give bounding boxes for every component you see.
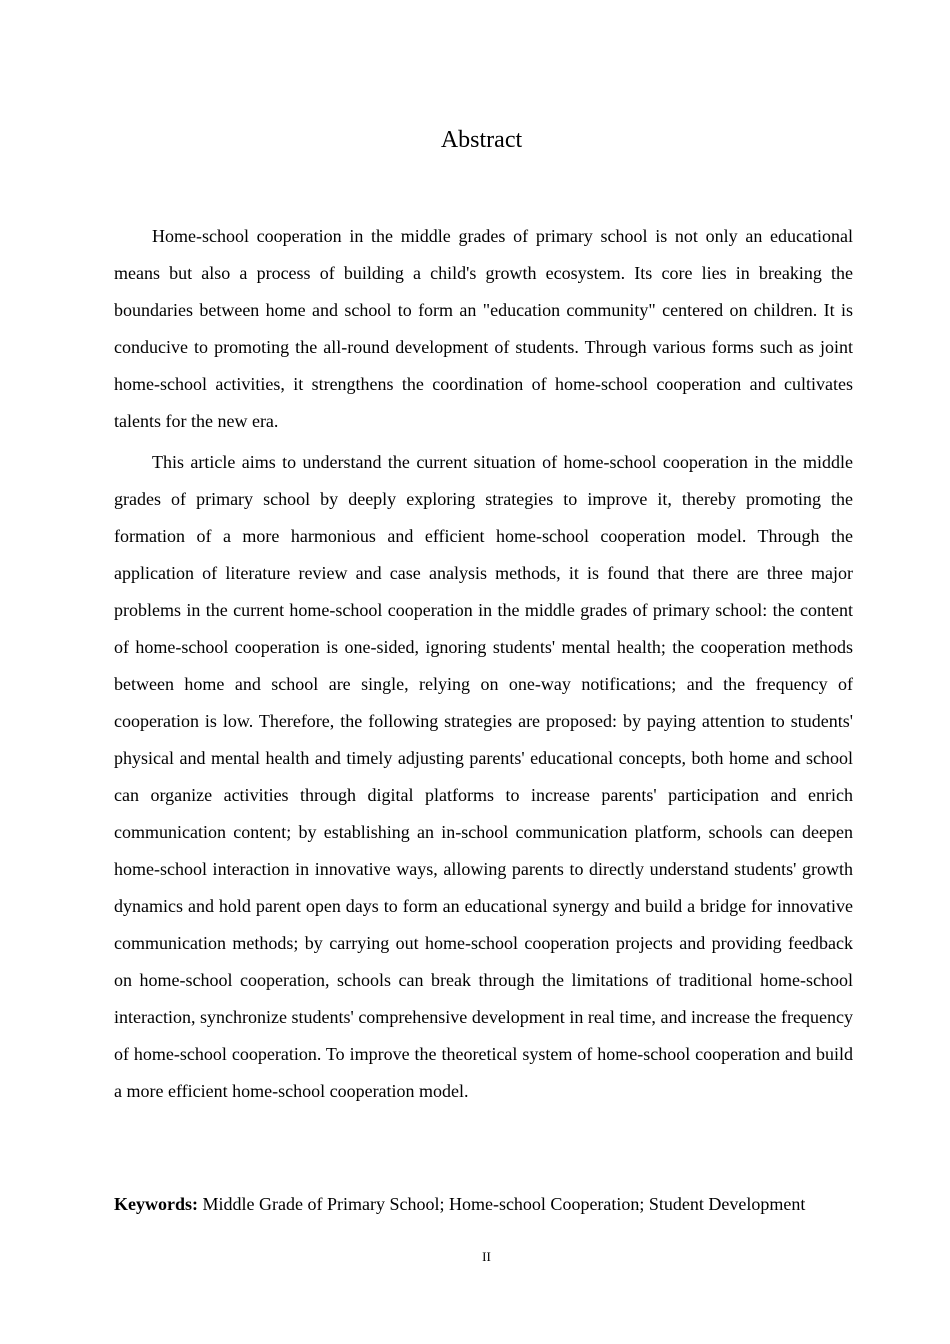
- abstract-paragraph-1: Home-school cooperation in the middle grades of primary school is not only an educational means but also a process of building a child's growth ecosystem. Its core lies in breaking the boundaries between home and school to form an "education community" centered on children. It is conducive to promoting the all-round development of students. Through various forms such as joint home-school activities, it strengthens the coordination of home-school cooperation and cultivates talents for the new era.: [114, 226, 853, 431]
- abstract-body: [114, 218, 853, 1110]
- keywords-label: Keywords:: [114, 1194, 198, 1214]
- keywords-text: Middle Grade of Primary School; Home-school Cooperation; Student Development: [202, 1194, 806, 1214]
- abstract-title: Abstract: [440, 127, 523, 153]
- keywords-line: [114, 1190, 853, 1218]
- abstract-paragraph-2: This article aims to understand the current situation of home-school cooperation in the middle grades of primary school by deeply exploring strategies to improve it, thereby promoting the formation of a more harmonious and efficient home-school cooperation model. Through the application of literature review and case analysis methods, it is found that there are three major problems in the current home-school cooperation in the middle grades of primary school: the content of home-school cooperation is one-sided, ignoring students' mental health; the cooperation methods between home and school are single, relying on one-way notifications; and the frequency of cooperation is low. Therefore, the following strategies are proposed: by paying attention to students' physical and mental health and timely adjusting parents' educational concepts, both home and school can organize activities through digital platforms to increase parents' participation and enrich communication content; by establishing an in-school communication platform, schools can deepen home-school interaction in innovative ways, allowing parents to directly understand students' growth dynamics and hold parent open days to form an educational synergy and build a bridge for innovative communication methods; by carrying out home-school cooperation projects and providing feedback on home-school cooperation, schools can break through the limitations of traditional home-school interaction, synchronize students' comprehensive development in real time, and increase the frequency of home-school cooperation. To improve the theoretical system of home-school cooperation and build a more efficient home-school cooperation model.: [114, 452, 853, 1101]
- page-number: II: [482, 1249, 491, 1264]
